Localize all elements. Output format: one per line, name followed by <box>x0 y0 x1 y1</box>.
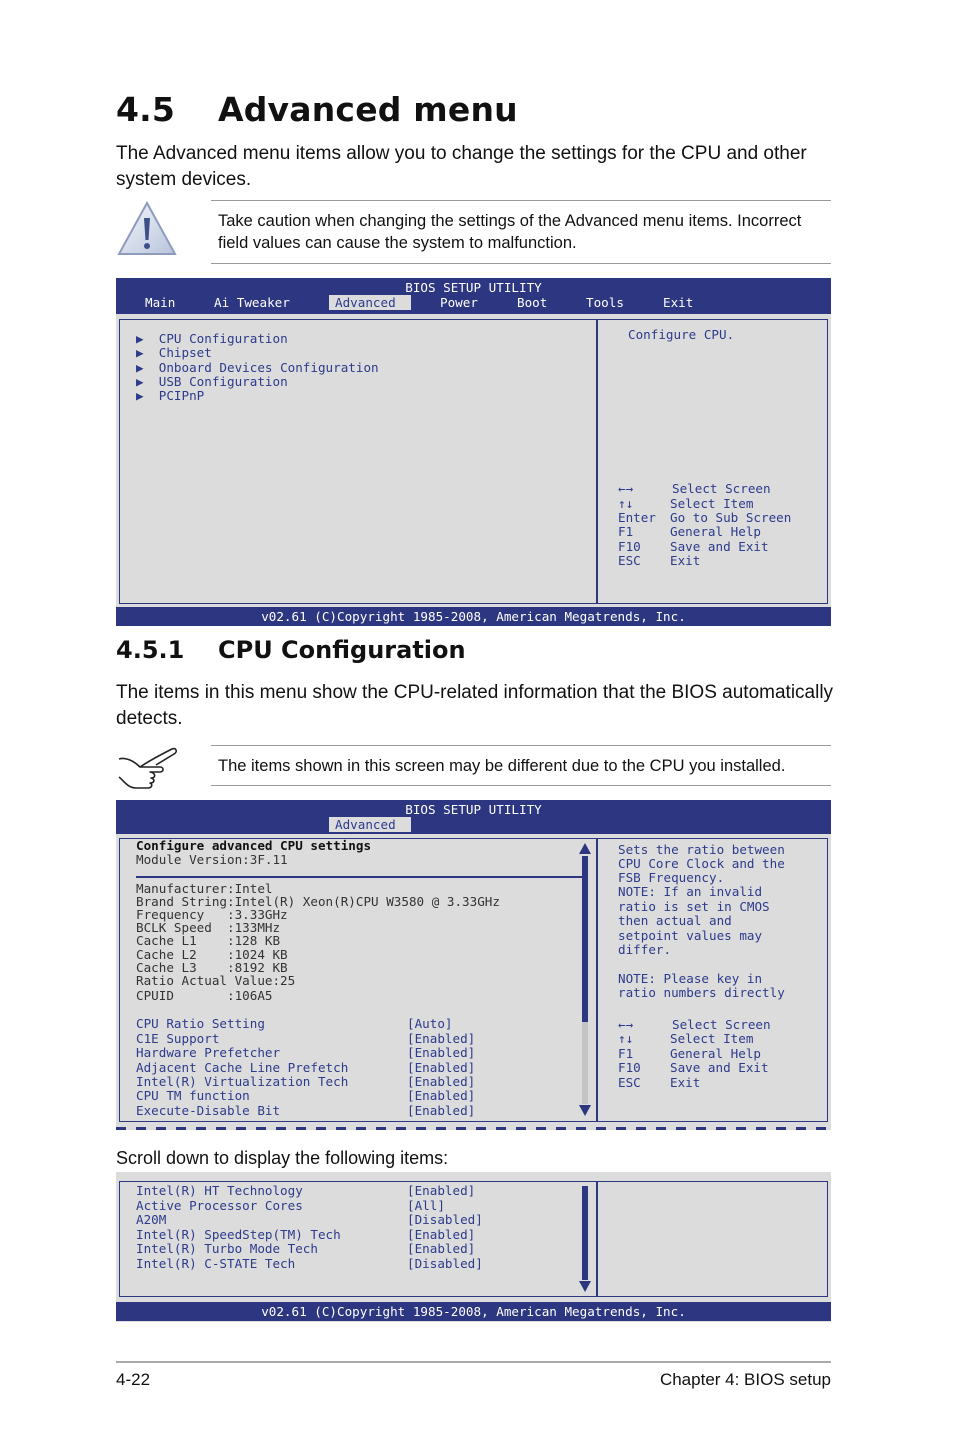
bios-header <box>116 800 831 834</box>
tab-boot[interactable]: Boot <box>517 295 548 310</box>
submenu-arrow-icon: ▶ <box>136 360 159 375</box>
scrollbar-track[interactable] <box>582 1022 588 1104</box>
setting-row[interactable]: A20M [Disabled] <box>136 1212 483 1227</box>
subsection-intro: The items in this menu show the CPU-related information that the BIOS automatically detects. <box>116 682 834 729</box>
help-line: NOTE: Please key in <box>618 971 763 986</box>
key-row: F10 Save and Exit <box>618 539 769 554</box>
scroll-up-icon[interactable] <box>579 843 591 854</box>
menu-item-cpu-configuration[interactable]: ▶ CPU Configuration <box>136 331 288 346</box>
note-text: The items shown in this screen may be different due to the CPU you installed. <box>218 757 786 775</box>
help-line: setpoint values may <box>618 928 763 943</box>
info-line: Manufacturer:Intel <box>136 881 273 896</box>
caution-icon <box>116 200 178 258</box>
scroll-label: Scroll down to display the following items: <box>116 1148 449 1168</box>
help-line: CPU Core Clock and the <box>618 856 785 871</box>
key-row: Enter Go to Sub Screen <box>618 510 792 525</box>
module-version: Module Version:3F.11 <box>136 852 288 867</box>
key-row: ESC Exit <box>618 553 701 568</box>
subsection-number: 4.5.1 <box>116 636 185 664</box>
setting-row[interactable]: Intel(R) C-STATE Tech [Disabled] <box>136 1256 483 1271</box>
setting-row[interactable]: CPU Ratio Setting [Auto] <box>136 1016 453 1031</box>
scrollbar-thumb[interactable] <box>582 856 588 1022</box>
help-line: FSB Frequency. <box>618 870 725 885</box>
submenu-arrow-icon: ▶ <box>136 374 159 389</box>
section-number: 4.5 <box>116 90 176 129</box>
submenu-arrow-icon: ▶ <box>136 345 159 360</box>
key-row: F1 General Help <box>618 1046 761 1061</box>
caution-text: Take caution when changing the settings of the Advanced menu items. Incorrect field values can cause the system to malfunction. <box>218 212 802 252</box>
help-text: Configure CPU. <box>628 327 735 342</box>
bios-header <box>116 278 831 314</box>
info-line: Brand String:Intel(R) Xeon(R)CPU W3580 @ 3.33GHz <box>136 894 500 909</box>
key-row: ↑↓ Select Item <box>618 1031 754 1046</box>
tab-exit[interactable]: Exit <box>663 295 694 310</box>
help-line: differ. <box>618 942 672 957</box>
subsection-title: CPU Configuration <box>218 636 466 664</box>
info-line: Cache L3 :8192 KB <box>136 960 288 975</box>
section-heading <box>116 90 518 129</box>
info-line: BCLK Speed :133MHz <box>136 920 281 935</box>
tab-ai-tweaker[interactable]: Ai Tweaker <box>214 295 290 310</box>
setting-row[interactable]: Intel(R) Virtualization Tech [Enabled] <box>136 1074 476 1089</box>
setting-row[interactable]: Intel(R) SpeedStep(TM) Tech [Enabled] <box>136 1227 476 1242</box>
bios-help-pane <box>597 1181 828 1297</box>
settings-heading: Configure advanced CPU settings <box>136 838 372 853</box>
help-line: then actual and <box>618 913 732 928</box>
setting-row[interactable]: Adjacent Cache Line Prefetch [Enabled] <box>136 1060 476 1075</box>
help-line: ratio is set in CMOS <box>618 899 770 914</box>
info-line: Ratio Actual Value:25 <box>136 973 296 988</box>
menu-item-onboard-devices[interactable]: ▶ Onboard Devices Configuration <box>136 360 379 375</box>
key-row: ←→ Select Screen <box>618 481 771 496</box>
setting-row[interactable]: Intel(R) HT Technology [Enabled] <box>136 1183 476 1198</box>
info-line: CPUID :106A5 <box>136 988 273 1003</box>
key-row: F10 Save and Exit <box>618 1060 769 1075</box>
scroll-down-icon[interactable] <box>579 1105 591 1116</box>
bios-footer: v02.61 (C)Copyright 1985-2008, American Megatrends, Inc. <box>116 1302 831 1321</box>
left-right-arrows-icon: ←→ <box>618 1017 634 1032</box>
submenu-arrow-icon: ▶ <box>136 388 159 403</box>
scroll-down-icon[interactable] <box>579 1281 591 1292</box>
bios-footer: v02.61 (C)Copyright 1985-2008, American Megatrends, Inc. <box>116 607 831 626</box>
tab-main[interactable]: Main <box>145 295 176 310</box>
menu-item-pcipnp[interactable]: ▶ PCIPnP <box>136 388 205 403</box>
info-line: Cache L1 :128 KB <box>136 933 281 948</box>
up-down-arrows-icon: ↑↓ <box>618 1031 634 1046</box>
pointing-hand-icon <box>116 745 180 791</box>
tab-power[interactable]: Power <box>440 295 478 310</box>
help-line: NOTE: If an invalid <box>618 884 763 899</box>
bios-title: BIOS SETUP UTILITY <box>405 280 542 295</box>
setting-row[interactable]: Active Processor Cores [All] <box>136 1198 445 1213</box>
subsection-heading <box>116 636 466 664</box>
key-row: ESC Exit <box>618 1075 701 1090</box>
section-title: Advanced menu <box>218 90 518 129</box>
tab-tools[interactable]: Tools <box>586 295 624 310</box>
key-row: ↑↓ Select Item <box>618 496 754 511</box>
bios-screen-cpu-configuration-scrolled <box>116 1172 831 1322</box>
menu-item-usb-configuration[interactable]: ▶ USB Configuration <box>136 374 288 389</box>
divider <box>136 876 582 878</box>
section-intro: The Advanced menu items allow you to change the settings for the CPU and other system devices. <box>116 143 807 190</box>
info-line: Cache L2 :1024 KB <box>136 947 288 962</box>
tab-advanced[interactable]: Advanced <box>329 817 411 832</box>
key-row: F1 General Help <box>618 524 761 539</box>
up-down-arrows-icon: ↑↓ <box>618 496 634 511</box>
info-line: Frequency :3.33GHz <box>136 907 288 922</box>
setting-row[interactable]: C1E Support [Enabled] <box>136 1031 476 1046</box>
tab-advanced[interactable]: Advanced <box>329 295 411 310</box>
bios-title: BIOS SETUP UTILITY <box>405 802 542 817</box>
page-number: 4-22 <box>116 1370 151 1389</box>
setting-row[interactable]: Execute-Disable Bit [Enabled] <box>136 1103 476 1118</box>
help-line: ratio numbers directly <box>618 985 785 1000</box>
chapter-label: Chapter 4: BIOS setup <box>659 1370 831 1389</box>
help-line: Sets the ratio between <box>618 842 785 857</box>
key-row: ←→ Select Screen <box>618 1017 771 1032</box>
menu-item-chipset[interactable]: ▶ Chipset <box>136 345 212 360</box>
scrollbar-thumb[interactable] <box>582 1186 588 1280</box>
submenu-arrow-icon: ▶ <box>136 331 159 346</box>
setting-row[interactable]: Intel(R) Turbo Mode Tech [Enabled] <box>136 1241 476 1256</box>
left-right-arrows-icon: ←→ <box>618 481 634 496</box>
bios-screen-advanced <box>116 278 831 626</box>
setting-row[interactable]: Hardware Prefetcher [Enabled] <box>136 1045 476 1060</box>
setting-row[interactable]: CPU TM function [Enabled] <box>136 1088 476 1103</box>
cut-line <box>116 1127 831 1130</box>
bios-screen-cpu-configuration <box>116 800 831 1130</box>
